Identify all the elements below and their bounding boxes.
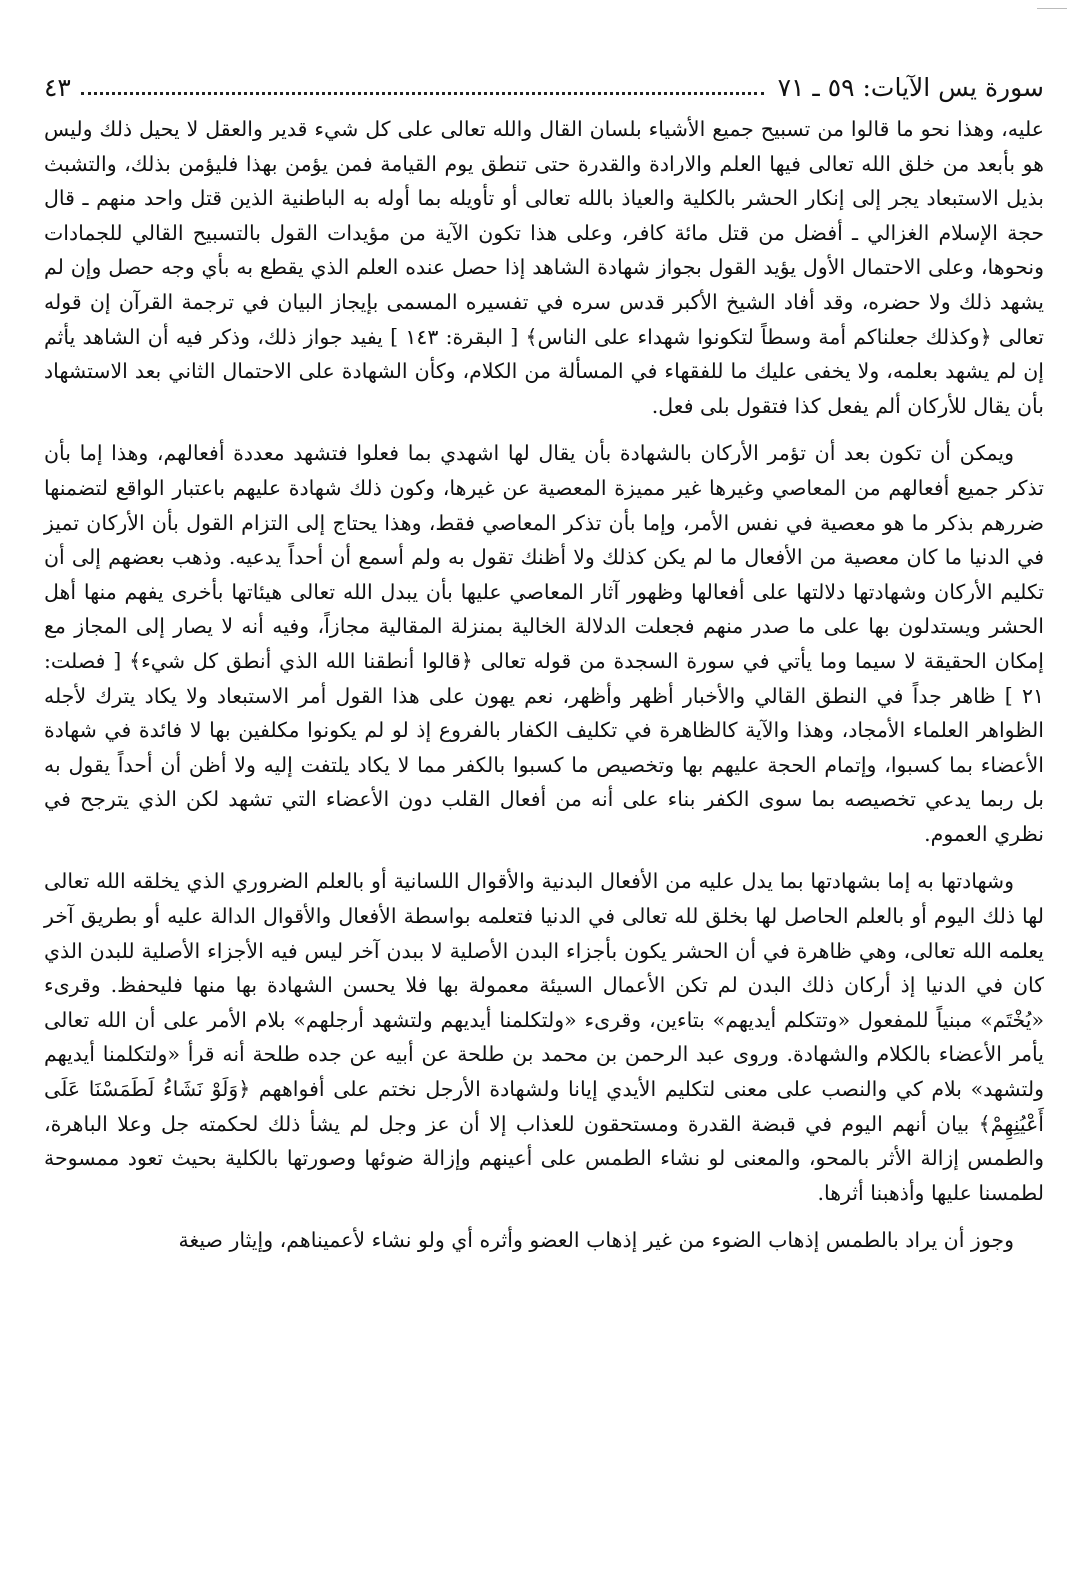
header-dot-leader bbox=[81, 92, 764, 95]
header-title: سورة يس الآيات: ٥٩ ـ ٧١ bbox=[777, 72, 1044, 102]
running-header bbox=[44, 62, 1044, 112]
body-text bbox=[44, 112, 1044, 1258]
document-page bbox=[44, 62, 1044, 1562]
paragraph-2: ويمكن أن تكون بعد أن تؤمر الأركان بالشهادة بأن يقال لها اشهدي بما فعلوا فتشهد معددة أفعالهم، وهذا إما بأن تذكر جميع أفعالهم من المعاصي وغيرها غير مميزة المعصية عن غيرها، وكون ذلك شهادة عليهم باعتبار الواقع لتضمنها ضررهم بذكر ما هو معصية في نفس الأمر، وإما بأن تذكر المعاصي فقط، وهذا يحتاج إلى التزام القول بأن الأركان تميز في الدنيا ما كان معصية من الأفعال ما لم يكن كذلك ولا أظنك تقول به ولم أسمع أن أحداً يدعيه. وذهب بعضهم إلى أن تكليم الأركان وشهادتها دلالتها على أفعالها وظهور آثار المعاصي عليها بأن يبدل الله تعالى هيئاتها بأخرى يفهم منها أهل الحشر ويستدلون بها على ما صدر منهم فجعلت الدلالة الخالية بمنزلة المقالية مجازاً، وفيه أنه لا يصار إلى المجاز مع إمكان الحقيقة لا سيما وما يأتي في سورة السجدة من قوله تعالى ﴿قالوا أنطقنا الله الذي أنطق كل شيء﴾ [ فصلت: ٢١ ] ظاهر جداً في النطق القالي والأخبار أظهر وأظهر، نعم يهون على هذا القول أمر الاستبعاد ولا يكاد يترك لأجله الظواهر العلماء الأمجاد، وهذا والآية كالظاهرة في تكليف الكفار بالفروع إذ لو لم يكونوا مكلفين بها لا فائدة في شهادة الأعضاء بما كسبوا، وإتمام الحجة عليهم بها وتخصيص ما كسبوا بالكفر مما لا يكاد يلتفت إليه ولا أظن أن أحداً يقول به بل ربما يدعي تخصيصه بما سوى الكفر بناء على أنه من أفعال القلب دون الأعضاء التي تشهد لكن الذي يترجح في نظري العموم. bbox=[44, 441, 1044, 846]
page-number: ٤٣ bbox=[44, 72, 71, 102]
paragraph-3: وشهادتها به إما بشهادتها بما يدل عليه من الأفعال البدنية والأقوال اللسانية أو بالعلم الضروري الذي يخلقه الله تعالى لها ذلك اليوم أو بالعلم الحاصل لها بخلق لله تعالى في الدنيا فتعلمه بواسطة الأفعال والأقوال الدالة عليه أو بطريق آخر يعلمه الله تعالى، وهي ظاهرة في أن الحشر يكون بأجزاء البدن الأصلية لا ببدن آخر ليس فيه الأجزاء الأصلية للبدن الذي كان في الدنيا إذ أركان ذلك البدن لم تكن الأعمال السيئة معمولة بها فلا يحسن الشهادة بها منها فليحفظ. وقرىء «يُخْتَم» مبنياً للمفعول «وتتكلم أيديهم» بتاءين، وقرىء «ولتكلمنا أيديهم ولتشهد أرجلهم» بلام الأمر على أن الله تعالى يأمر الأعضاء بالكلام والشهادة. وروى عبد الرحمن بن محمد بن طلحة عن أبيه عن جده طلحة أنه قرأ «ولتكلمنا أيديهم ولتشهد» بلام كي والنصب على معنى لتكليم الأيدي إيانا ولشهادة الأرجل نختم على أفواههم ﴿وَلَوْ نَشَاءُ لَطَمَسْنَا عَلَى أَعْيُنِهِمْ﴾ بيان أنهم اليوم في قبضة القدرة ومستحقون للعذاب إلا أن عز وجل لم يشأ ذلك لحكمته جل وعلا الباهرة، والطمس إزالة الأثر بالمحو، والمعنى لو نشاء الطمس على أعينهم وإزالة ضوئها وصورتها بالكلية بحيث تعود ممسوحة لطمسنا عليها وأذهبنا أثرها. bbox=[44, 869, 1044, 1205]
paragraph-1: عليه، وهذا نحو ما قالوا من تسبيح جميع الأشياء بلسان القال والله تعالى على كل شيء قدير والعقل لا يحيل ذلك وليس هو بأبعد من خلق الله تعالى فيها العلم والارادة والقدرة حتى تنطق يوم القيامة فمن يؤمن بهذا فليؤمن بذلك، والتشبث بذيل الاستبعاد يجر إلى إنكار الحشر بالكلية والعياذ بالله تعالى أو تأويله بما أوله به الباطنية الذين قتل واحد منهم ـ قال حجة الإسلام الغزالي ـ أفضل من قتل مائة كافر، وعلى هذا تكون الآية من مؤيدات القول بالتسبيح القالي للجمادات ونحوها، وعلى الاحتمال الأول يؤيد القول بجواز شهادة الشاهد إذا حصل عنده العلم الذي يقطع به بأي وجه حصل وإن لم يشهد ذلك ولا حضره، وقد أفاد الشيخ الأكبر قدس سره في تفسيره المسمى بإيجاز البيان في ترجمة القرآن إن قوله تعالى ﴿وكذلك جعلناكم أمة وسطاً لتكونوا شهداء على الناس﴾ [ البقرة: ١٤٣ ] يفيد جواز ذلك، وذكر فيه أن الشاهد يأثم إن لم يشهد بعلمه، ولا يخفى عليك ما للفقهاء في المسألة من الكلام، وكأن الشهادة على الاحتمال الثاني بعد الاستشهاد بأن يقال للأركان ألم يفعل كذا فتقول بلى فعل. bbox=[44, 117, 1044, 418]
paragraph-4: وجوز أن يراد بالطمس إذهاب الضوء من غير إذهاب العضو وأثره أي ولو نشاء لأعميناهم، وإيثار صيغة bbox=[178, 1228, 1014, 1253]
top-margin-mark bbox=[1037, 8, 1067, 9]
